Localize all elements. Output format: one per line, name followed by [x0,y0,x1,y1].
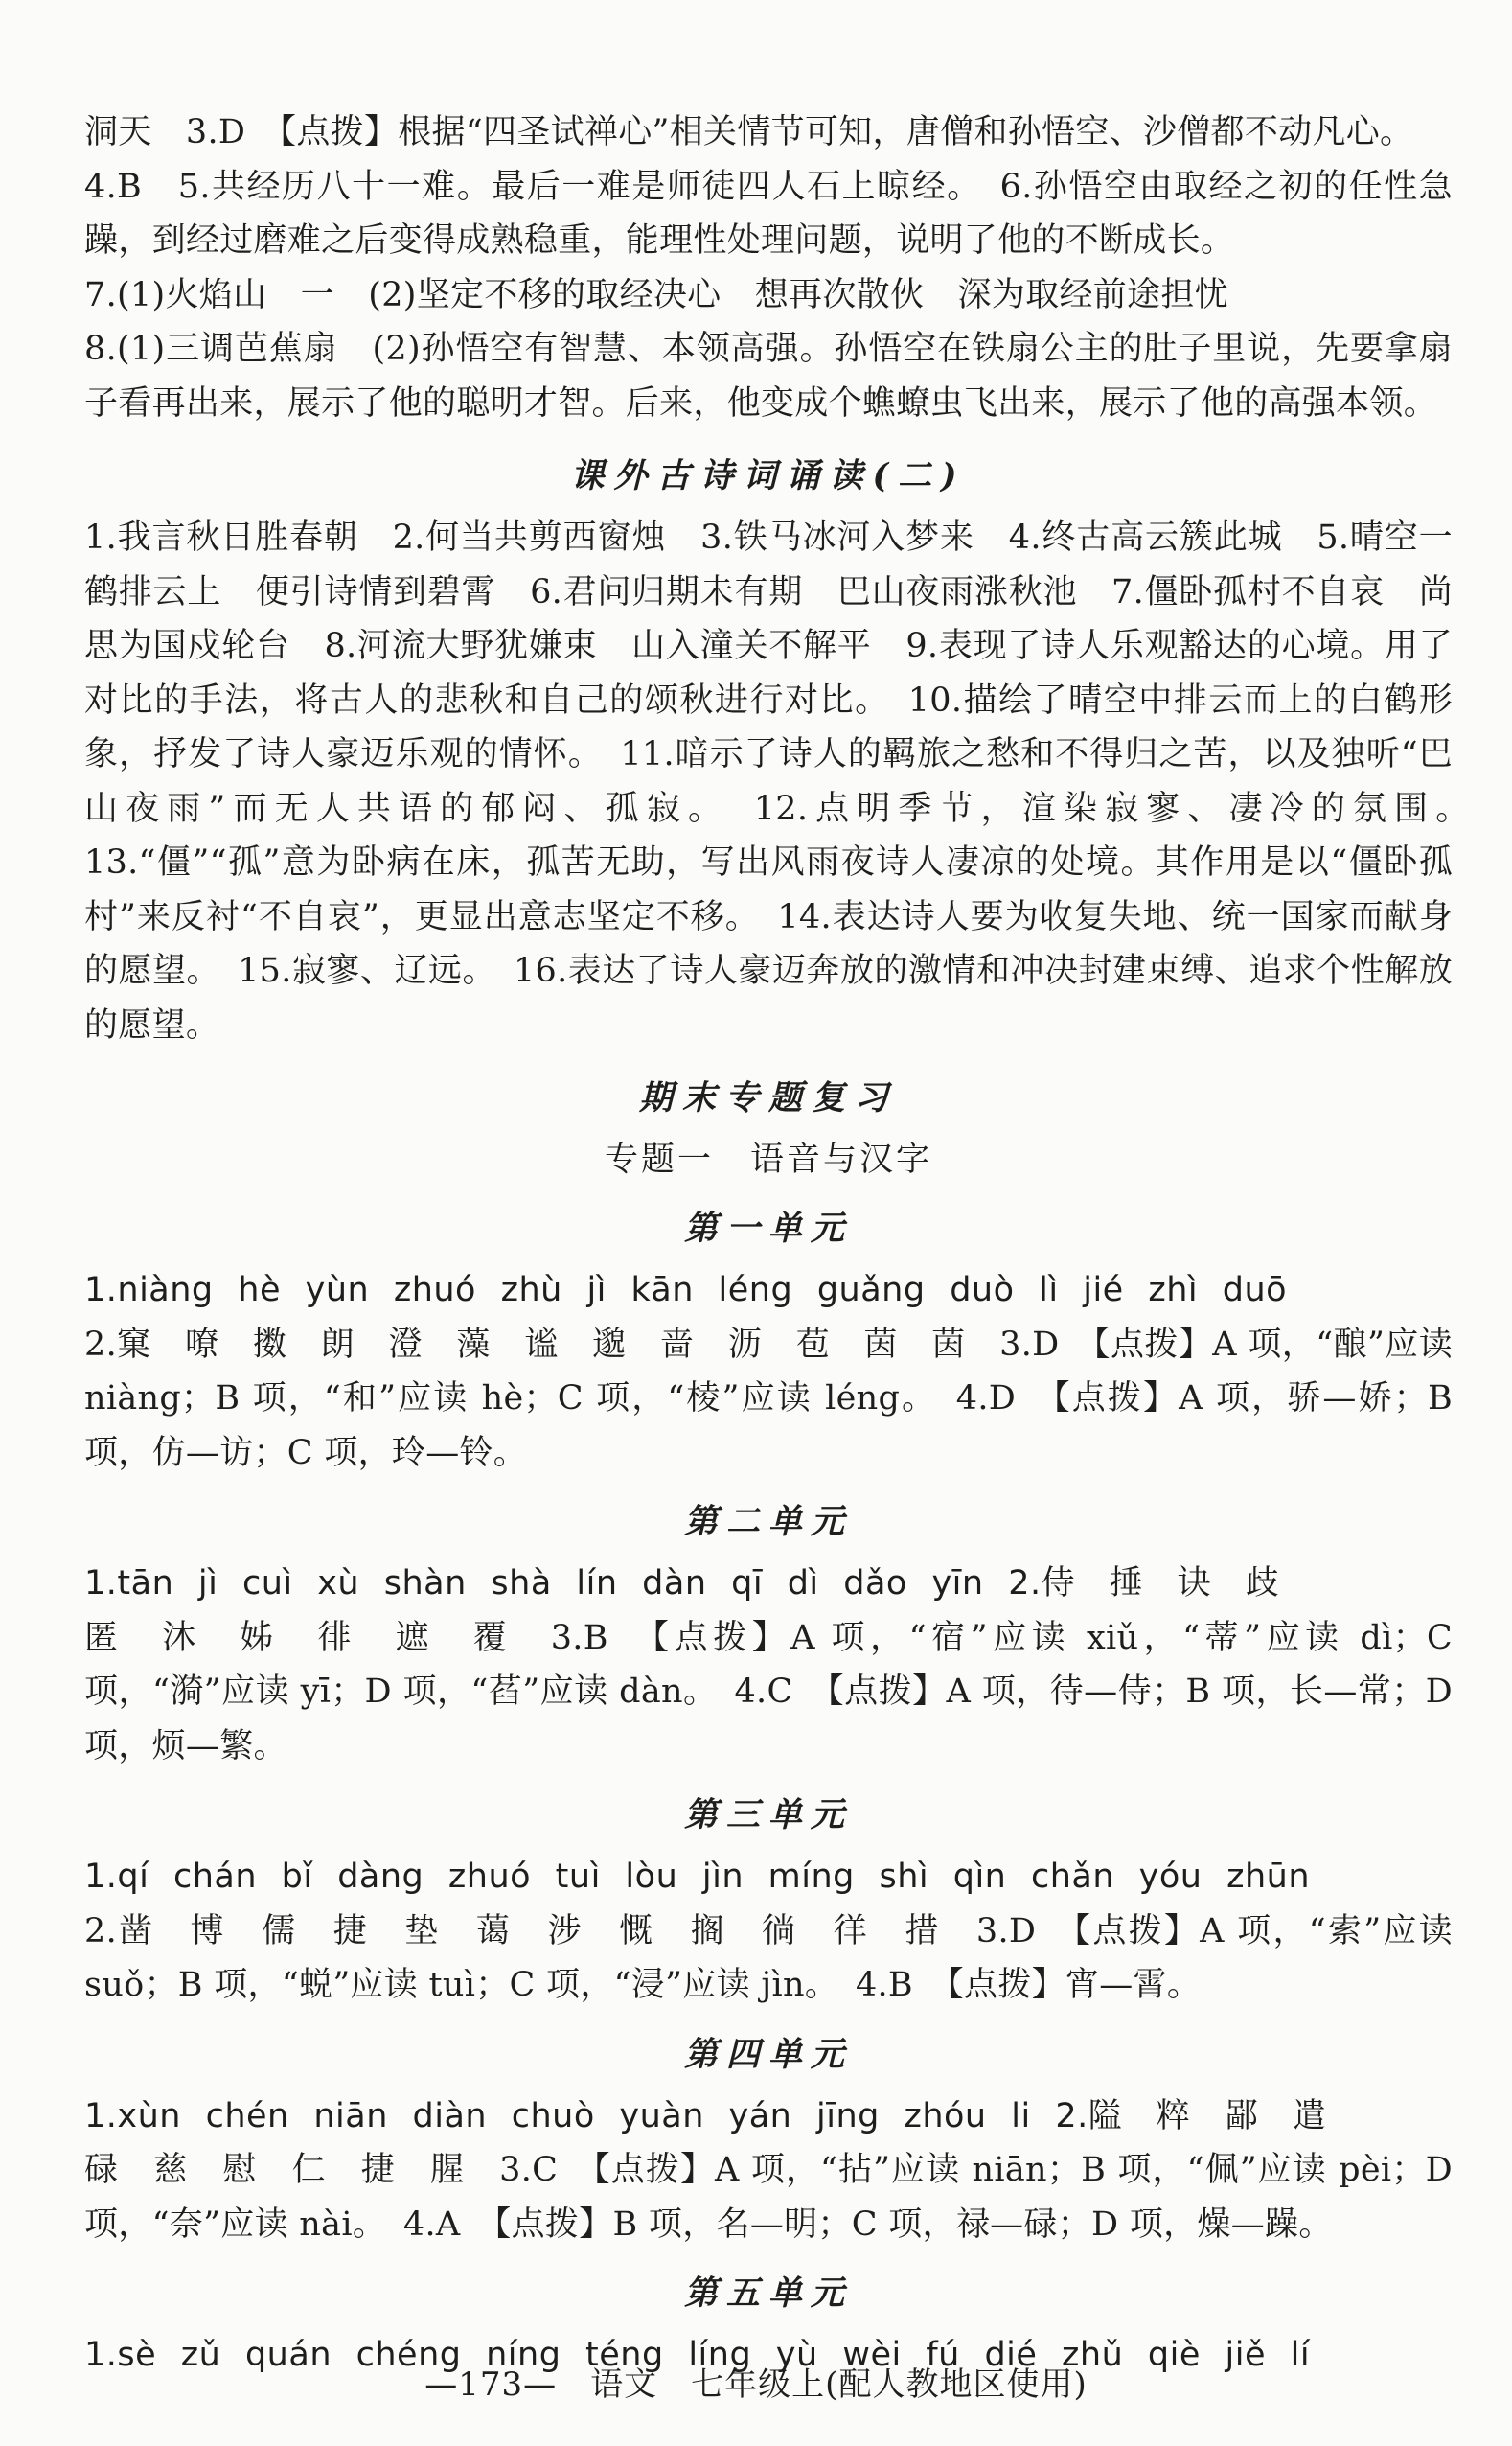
unit-2-pinyin: 1.tān jì cuì xù shàn shà lín dàn qī dì dǎo yīn 2.侍 捶 诀 歧 [84,1564,1280,1603]
unit-title-1: 第一单元 [683,1209,853,1248]
page-footer: —173— 语文 七年级上(配人教地区使用) [424,2365,1088,2404]
unit-title-5: 第五单元 [683,2273,853,2313]
unit-1-pinyin: 1.niàng hè yùn zhuó zhù jì kān léng guǎng duò lì jié zhì duō [84,1271,1288,1309]
unit-4-answers: 碌 慈 慰 仁 捷 腥 3.C 【点拨】A 项，“拈”应读 niān；B 项，“佩”应读 pèi；D 项，“奈”应读 nài。 4.A 【点拨】B 项，名—明；C 项，禄—碌；D 项，燥—躁。 [84,2151,1453,2244]
journey-west-answers [84,105,1453,430]
unit-title-2: 第二单元 [683,1502,853,1541]
unit-2-answers: 匿 沐 姊 徘 遮 覆 3.B 【点拨】A 项，“宿”应读 xiǔ，“蒂”应读 dì；C 项，“漪”应读 yī；D 项，“萏”应读 dàn。 4.C 【点拨】A 项，待—侍；B 项，长—常；D 项，烦—繁。 [84,1618,1453,1765]
unit-3-answers: 2.凿 博 儒 捷 垫 蔼 涉 慨 搁 徜 徉 措 3.D 【点拨】A 项，“索”应读 suǒ；B 项，“蜕”应读 tuì；C 项，“浸”应读 jìn。 4.B 【点拨】宵—霄。 [84,1911,1453,2004]
section-title-poetry: 课外古诗词诵读(二) [570,456,967,496]
poetry-answers: 1.我言秋日胜春朝 2.何当共剪西窗烛 3.铁马冰河入梦来 4.终古高云簇此城 5.晴空一鹤排云上 便引诗情到碧霄 6.君问归期未有期 巴山夜雨涨秋池 7.僵卧孤村不自哀 尚思为国戍轮台 8.河流大野犹嫌束 山入潼关不解平 9.表现了诗人乐观豁达的心境。用了对比的手法，将古人的悲秋和自己的颂秋进行对比。 10.描绘了晴空中排云而上的白鹤形象，抒发了诗人豪迈乐观的情怀。 11.暗示了诗人的羁旅之愁和不得归之苦，以及独听“巴山夜雨”而无人共语的郁闷、孤寂。 12.点明季节，渲染寂寥、凄冷的氛围。 13.“僵”“孤”意为卧病在床，孤苦无助，写出风雨夜诗人凄凉的处境。其作用是以“僵卧孤村”来反衬“不自哀”，更显出意志坚定不移。 14.表达诗人要为收复失地、统一国家而献身的愿望。 15.寂寥、辽远。 16.表达了诗人豪迈奔放的激情和冲决封建束缚、追求个性解放的愿望。 [84,519,1487,1045]
unit-5-pinyin: 1.sè zǔ quán chéng níng téng líng yù wèi fú dié zhǔ qiè jiě lí [84,2336,1311,2374]
unit-title-4: 第四单元 [683,2034,853,2074]
answer-line: 洞天 3.D 【点拨】根据“四圣试禅心”相关情节可知，唐僧和孙悟空、沙僧都不动凡心。 [84,113,1414,151]
unit-title-3: 第三单元 [683,1795,853,1834]
answer-line: 7.(1)火焰山 一 (2)坚定不移的取经决心 想再次散伙 深为取经前途担忧 [84,275,1228,314]
topic-subtitle: 专题一 语音与汉字 [604,1141,932,1179]
answer-line: 4.B 5.共经历八十一难。最后一难是师徒四人石上晾经。 6.孙悟空由取经之初的任性急躁，到经过磨难之后变得成熟稳重，能理性处理问题，说明了他的不断成长。 [84,167,1453,260]
section-title-final-review: 期末专题复习 [638,1078,898,1118]
answer-line: 8.(1)三调芭蕉扇 (2)孙悟空有智慧、本领高强。孙悟空在铁扇公主的肚子里说，先要拿扇子看再出来，展示了他的聪明才智。后来，他变成个蟭蟟虫飞出来，展示了他的高强本领。 [84,330,1453,423]
unit-1-answers: 2.窠 嘹 擞 朗 澄 藻 谧 邈 啬 沥 苞 茵 茵 3.D 【点拨】A 项，“酿”应读 niàng；B 项，“和”应读 hè；C 项，“棱”应读 léng。 4.D 【点拨】A 项，骄—娇；B 项，仿—访；C 项，玲—铃。 [84,1325,1453,1472]
unit-4-pinyin: 1.xùn chén niān diàn chuò yuàn yán jīng zhóu li 2.隘 粹 鄙 遣 [84,2096,1327,2135]
unit-3-pinyin: 1.qí chán bǐ dàng zhuó tuì lòu jìn míng shì qìn chǎn yóu zhūn [84,1858,1311,1896]
